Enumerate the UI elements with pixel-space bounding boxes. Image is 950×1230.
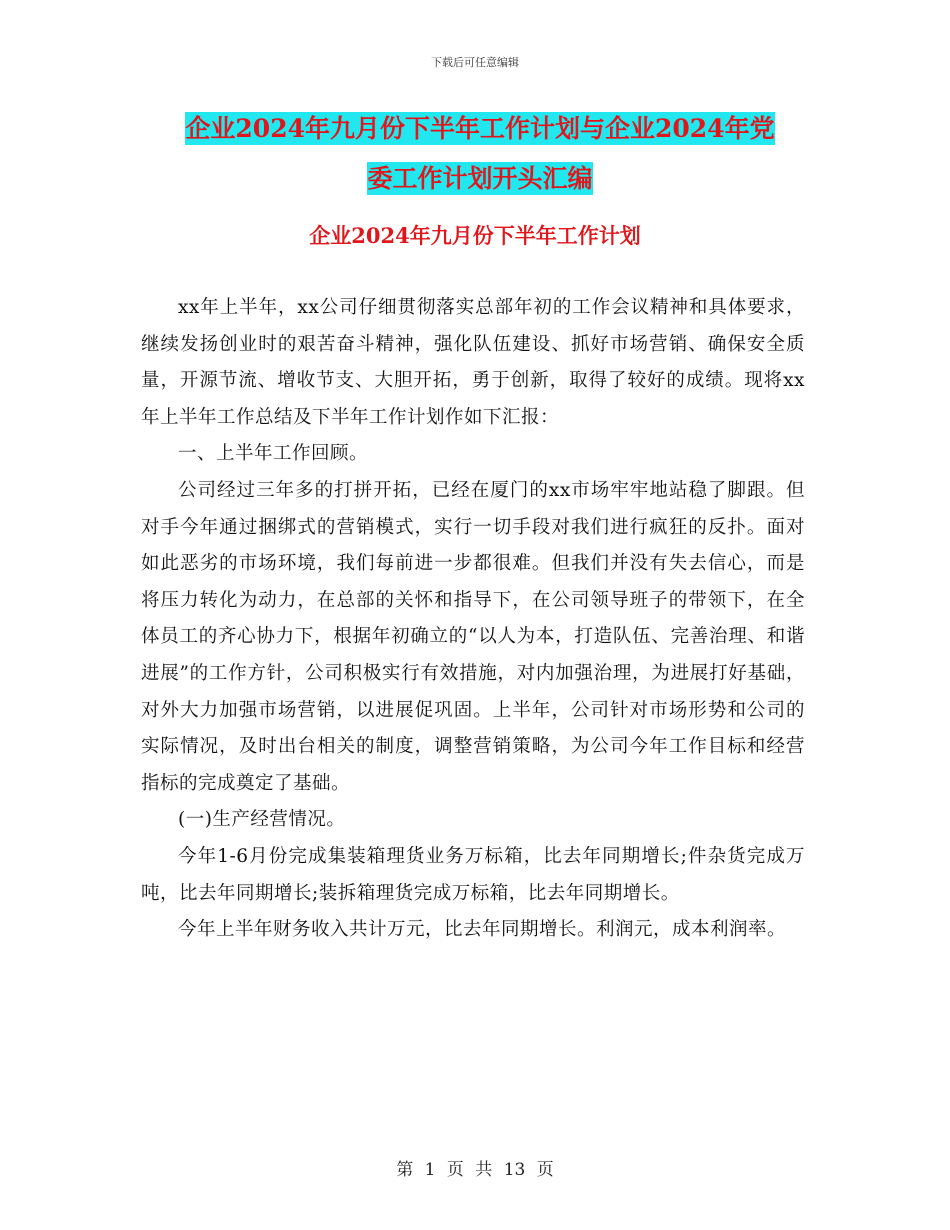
- page-number: 第 1 页 共 13 页: [396, 1160, 554, 1180]
- header-note: 下载后可任意编辑: [431, 56, 519, 69]
- paragraph-intro: xx年上半年，xx公司仔细贯彻落实总部年初的工作会议精神和具体要求，继续发扬创业时的艰苦奋斗精神，强化队伍建设、抓好市场营销、确保安全质量，开源节流、增收节支、大胆开拓，勇于创新，取得了较好的成绩。现将xx年上半年工作总结及下半年工作计划作如下汇报：: [141, 297, 805, 428]
- document-title: [140, 104, 820, 204]
- paragraph-heading-operations: (一)生产经营情况。: [178, 809, 346, 831]
- paragraph-finance: 今年上半年财务收入共计万元，比去年同期增长。利润元，成本利润率。: [178, 919, 787, 941]
- paragraph-heading-review: 一、上半年工作回顾。: [178, 443, 369, 465]
- section-title: 企业2024年九月份下半年工作计划: [309, 223, 641, 248]
- title-line-1: 企业2024年九月份下半年工作计划与企业2024年党: [185, 114, 775, 143]
- body-text: [141, 290, 805, 949]
- paragraph-review: 公司经过三年多的打拼开拓，已经在厦门的xx市场牢牢地站稳了脚跟。但对手今年通过捆绑式的营销模式，实行一切手段对我们进行疯狂的反扑。面对如此恶劣的市场环境，我们每前进一步都很难。但我们并没有失去信心，而是将压力转化为动力，在总部的关怀和指导下，在公司领导班子的带领下，在全体员工的齐心协力下，根据年初确立的“以人为本，打造队伍、完善治理、和谐进展”的工作方针，公司积极实行有效措施，对内加强治理，为进展打好基础，对外大力加强市场营销，以进展促巩固。上半年，公司针对市场形势和公司的实际情况，及时出台相关的制度，调整营销策略，为公司今年工作目标和经营指标的完成奠定了基础。: [141, 479, 805, 794]
- paragraph-operations: 今年1-6月份完成集装箱理货业务万标箱，比去年同期增长;件杂货完成万吨，比去年同期增长;装拆箱理货完成万标箱，比去年同期增长。: [141, 845, 805, 904]
- title-line-2: 委工作计划开头汇编: [367, 164, 593, 193]
